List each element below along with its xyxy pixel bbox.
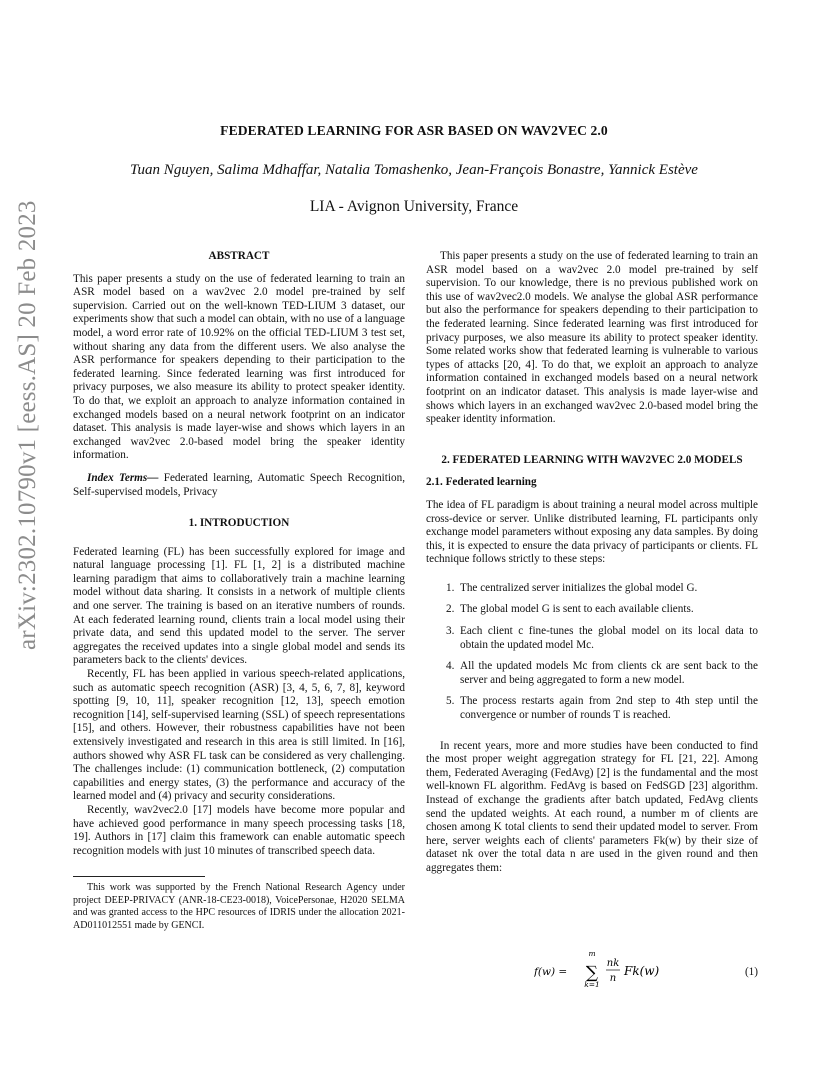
sum-lower-limit: k=1	[584, 980, 600, 988]
fl-step-text: The centralized server initializes the global model G.	[460, 581, 698, 594]
fraction-denominator: n	[609, 973, 617, 984]
fl-step	[426, 625, 758, 652]
abstract-heading: ABSTRACT	[208, 250, 270, 262]
introduction-heading: 1. INTRODUCTION	[188, 517, 290, 530]
fl-step-text: All the updated models Mc from clients ck are sent back to the server and being aggregated to form a new model.	[460, 660, 758, 686]
section-2-heading: 2. FEDERATED LEARNING WITH WAV2VEC 2.0 MODELS	[441, 453, 743, 466]
subsection-2-1-heading: 2.1. Federated learning	[426, 476, 537, 489]
affiliation: LIA - Avignon University, France	[309, 198, 519, 215]
summation-sign: ∑	[585, 963, 599, 983]
fl-step-number: 1.	[446, 581, 455, 594]
introduction-paragraph-3: Recently, wav2vec2.0 [17] models have become more popular and have achieved good performance in many speech processing tasks [18, 19]. Authors in [17] claim this framework can enable automatic speech recognition models with just 10 minutes of transcribed speech data.	[73, 803, 405, 857]
fl-step-number: 3.	[446, 625, 455, 638]
introduction-continued: This paper presents a study on the use of federated learning to train an ASR model based on a wav2vec 2.0 model pre-trained by self supervision. To our knowledge, there is no previous published work on this use of wav2vec2.0 models. We analyse the global ASR performance but also the performance for speakers depending to their participation to the federated learning. Since federated learning was first introduced for privacy purposes, we also measure its ability to protect speaker identity. Some related works show that federated learning is vulnerable to various types of attacks [20, 4]. To do that, we exploit an approach to analyze information contained in exchanged models based on a neural network footprint on an indicator dataset. This analysis is made layer-wise and shows which layers in an exchanged wav2vec 2.0-based model bring the speaker identity information.	[426, 250, 758, 426]
section-2-paragraph-2: In recent years, more and more studies have been conducted to find the most proper weight aggregation strategy for FL [21, 22]. Among them, Federated Averaging (FedAvg) [2] is the fundamental and the most well-known FL algorithm. FedAvg is based on FedSGD [23] algorithm. Instead of exchange the gradients after batch updated, FedAvg clients send the updated weights. At each round, a number m of clients are chosen among K total clients to send their updated model to server. From here, server weights each of clients' parameters Fk(w) by their size of dataset nk over the total data n are used in the given round and then aggregates them:	[426, 739, 758, 874]
left-column	[73, 250, 405, 932]
fl-steps-list	[426, 582, 758, 723]
fraction-numerator: nk	[606, 958, 620, 969]
sum-upper-limit: m	[588, 949, 596, 958]
fl-step-text: Each client c fine-tunes the global model on its local data to obtain the updated model Mc.	[460, 625, 758, 651]
fl-step	[426, 582, 758, 596]
fl-step	[426, 660, 758, 687]
fl-step-number: 2.	[446, 603, 455, 616]
author-list: Tuan Nguyen, Salima Mdhaffar, Natalia Tomashenko, Jean-François Bonastre, Yannick Estève	[130, 162, 698, 178]
index-terms	[73, 472, 405, 499]
introduction-paragraph-2: Recently, FL has been applied in various speech-related applications, such as automatic speech recognition (ASR) [3, 4, 5, 6, 7, 8], keyword spotting [9, 10, 11], speaker recognition [12, 13], speech emotion recognition [14], self-supervised learning (SSL) of speech representations [15], and others. However, their robustness capabilities have not been extensively investigated and research in this area is still limited. In [16], authors showed why ASR FL task can be considered as very challenging. The challenges include: (1) communication bottleneck, (2) computation capabilities and energy states, (3) the performance and accuracy of the learned model and (4) privacy and security considerations.	[73, 668, 405, 803]
equation-rhs: Fk(w)	[624, 964, 660, 978]
introduction-paragraph-1: Federated learning (FL) has been successfully explored for image and natural language processing [1]. FL [1, 2] is a distributed machine learning paradigm that aims to collaboratively train a machine learning model without data sharing. It consists in a network of multiple clients and one server. The training is based on an iterative numbers of rounds. At each federated learning round, clients train a local model using their private data, and send this updated model to the server. The server aggregates the received updates into a single global model and sends its parameters back to the clients' devices.	[73, 545, 405, 667]
equation-formula	[534, 948, 694, 988]
equation-number: (1)	[744, 966, 758, 978]
fl-step-text: The global model G is sent to each available clients.	[460, 603, 694, 616]
abstract-text: This paper presents a study on the use of federated learning to train an ASR model based on a wav2vec 2.0 model pre-trained by self supervision. Carried out on the well-known TED-LIUM 3 dataset, our experiments show that such a model can obtain, with no use of a language model, a word error rate of 10.92% on the official TED-LIUM 3 test set, without sharing any data from the different users. We also analyse the ASR performance for speakers depending to their participation to the federated learning. Since federated learning was first introduced for privacy purposes, we also measure its ability to protect speaker identity. To do that, we exploit an approach to analyze information contained in exchanged models based on a neural network footprint on an indicator dataset. This analysis is made layer-wise and shows which layers in an exchanged wav2vec 2.0-based model bring the speaker identity information.	[73, 272, 405, 462]
footnote-rule	[73, 876, 205, 877]
fl-step-number: 5.	[446, 695, 455, 708]
fl-step	[426, 603, 758, 617]
fedavg-equation	[426, 948, 758, 988]
arxiv-identifier-stamp: arXiv:2302.10790v1 [eess.AS] 20 Feb 2023	[14, 200, 41, 650]
right-column	[426, 250, 758, 876]
funding-footnote: This work was supported by the French National Research Agency under project DEEP-PRIVACY (ANR-18-CE23-0018), VoicePersonae, H2020 SELMA and was granted access to the HPC resources of IDRIS under the allocation 2021-AD011012551 made by GENCI.	[73, 882, 405, 931]
index-terms-label: Index Terms—	[87, 471, 159, 484]
fl-step-text: The process restarts again from 2nd step to 4th step until the convergence or number of rounds T is reached.	[460, 695, 758, 722]
paper-title: FEDERATED LEARNING FOR ASR BASED ON WAV2VEC 2.0	[220, 123, 608, 138]
index-terms-text: Federated learning, Automatic Speech Recognition, Self-supervised models, Privacy	[73, 471, 405, 498]
section-2-paragraph-1: The idea of FL paradigm is about training a neural model across multiple cross-device or server. Unlike distributed learning, FL participants only exchange model parameters without exposing any data samples. By doing this, it is expected to ensure the data privacy of participants or clients. FL technique follows strictly to these steps:	[426, 498, 758, 566]
fl-step-number: 4.	[446, 660, 455, 673]
fl-step	[426, 695, 758, 722]
equation-lhs: f(w) =	[534, 966, 568, 978]
